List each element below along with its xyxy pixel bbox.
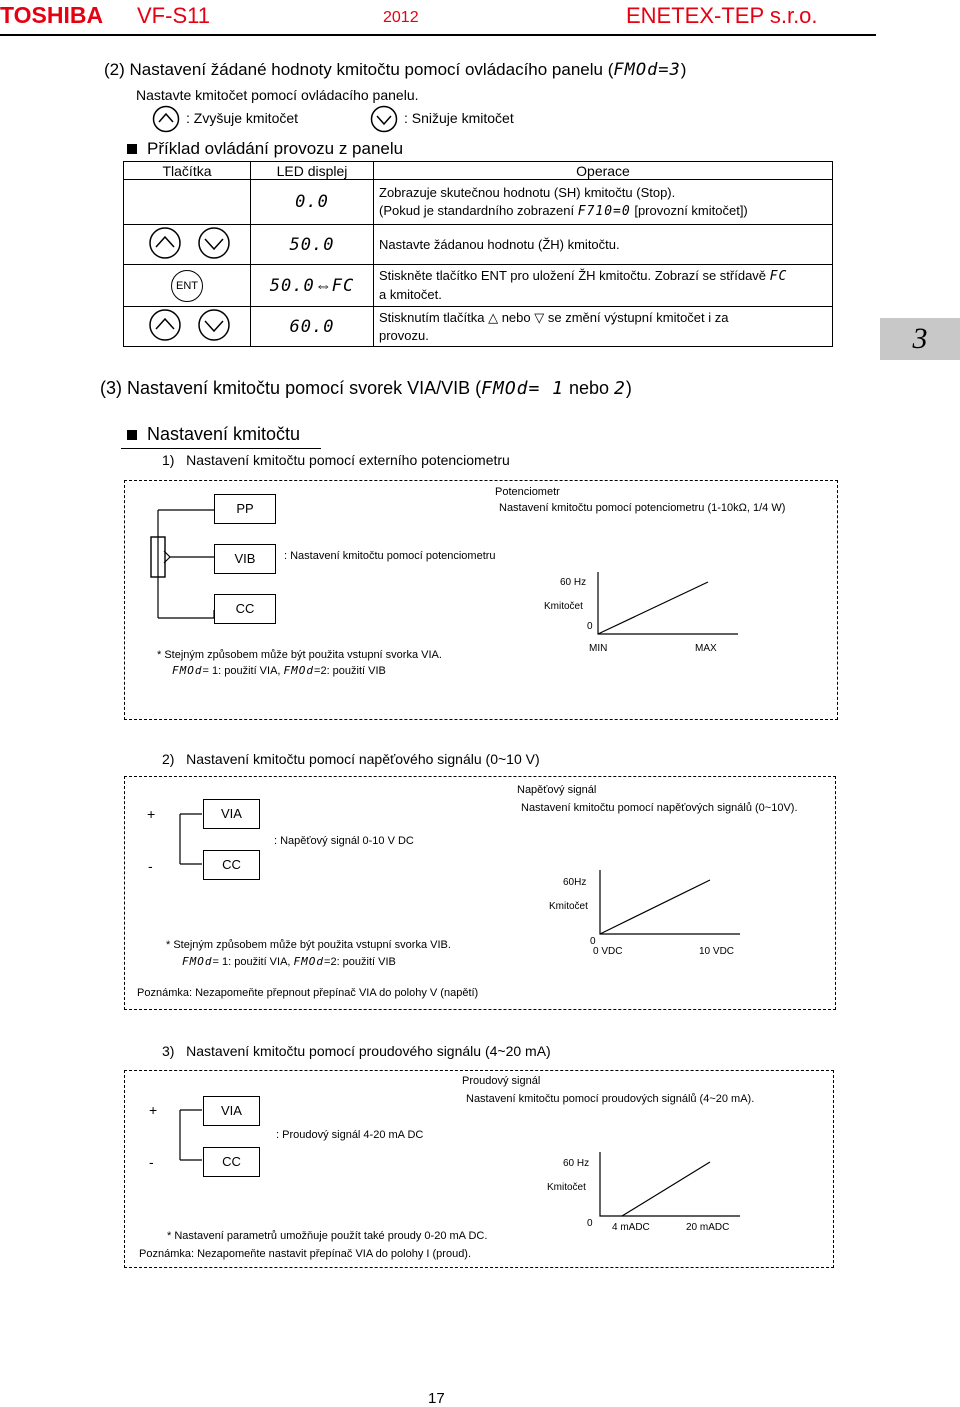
down-desc: : Snižuje kmitočet: [404, 110, 514, 126]
sub1-footnote2: FMOd= 1: použití VIA, FMOd=2: použití VIB: [172, 664, 386, 677]
sub2-wiring: [150, 800, 210, 880]
sub2-via-note: : Napěťový signál 0-10 V DC: [274, 835, 414, 847]
section2-intro: Nastavte kmitočet pomocí ovládacího panelu.: [136, 87, 419, 103]
col-header-operation: Operace: [374, 162, 833, 180]
chapter-tab: 3: [880, 318, 960, 360]
sub3-title: 3) Nastavení kmitočtu pomocí proudového signálu (4~20 mA): [162, 1043, 551, 1059]
graph-y-max-label: 60Hz: [563, 877, 587, 888]
alternate-arrow-icon: ⇔: [314, 275, 332, 295]
minus-sign: -: [149, 1154, 154, 1170]
col-header-led: LED displej: [251, 162, 374, 180]
graph-y-max-label: 60 Hz: [563, 1158, 590, 1169]
graph-y-axis-label: Kmitočet: [549, 901, 588, 912]
sub1-vib-note: : Nastavení kmitočtu pomocí potenciometru: [284, 550, 496, 562]
sub2-note-title: Napěťový signál: [517, 784, 597, 796]
table-row: ENT 50.0⇔FC Stiskněte tlačítko ENT pro uložení ŽH kmitočtu. Zobrazí se střídavě FC a kmitočet.: [124, 265, 833, 307]
sub2-graph: [592, 868, 742, 940]
terminal-via: VIA: [203, 799, 260, 829]
terminal-cc: CC: [214, 594, 276, 624]
graph-zero-label: 0: [590, 936, 596, 947]
up-button-icon: [152, 105, 180, 133]
terminal-cc: CC: [203, 850, 260, 880]
terminal-cc: CC: [203, 1147, 260, 1177]
sub3-remark: Poznámka: Nezapomeňte nastavit přepínač VIA do polohy I (proud).: [139, 1248, 472, 1260]
up-down-buttons-icon: [132, 226, 242, 260]
table-row: 50.0 Nastavte žádanou hodnotu (ŽH) kmitočtu.: [124, 225, 833, 265]
page-header: [0, 0, 960, 36]
sub3-note-body: Nastavení kmitočtu pomocí proudových signálů (4~20 mA).: [466, 1093, 755, 1105]
sub3-footnote1: * Nastavení parametrů umožňuje použít také proudy 0-20 mA DC.: [167, 1230, 488, 1242]
header-year: 2012: [383, 9, 419, 26]
triangle-down-icon: ▽: [534, 309, 545, 325]
graph-y-axis-label: Kmitočet: [547, 1182, 586, 1193]
sub2-footnote1: * Stejným způsobem může být použita vstupní svorka VIB.: [166, 939, 451, 951]
up-down-buttons-icon: [132, 308, 242, 342]
sub2-footnote2: FMOd= 1: použití VIA, FMOd=2: použití VIB: [182, 955, 396, 968]
graph-zero-label: 0: [587, 621, 593, 632]
company-name: ENETEX-TEP s.r.o.: [626, 3, 818, 28]
graph-x-max-label: MAX: [695, 643, 717, 654]
led-display: 50.0: [289, 234, 335, 255]
model-name: VF-S11: [137, 3, 210, 28]
brand-logo: TOSHIBA: [0, 2, 104, 28]
graph-y-axis-label: Kmitočet: [544, 601, 583, 612]
terminal-vib: VIB: [214, 544, 276, 574]
led-display: 50.0: [269, 275, 315, 296]
section3-heading: Nastavení kmitočtu: [127, 424, 300, 445]
header-divider: [0, 34, 876, 36]
graph-x-min-label: 4 mADC: [612, 1222, 650, 1233]
sub1-note-body: Nastavení kmitočtu pomocí potenciometru (1-10kΩ, 1/4 W): [499, 502, 786, 514]
terminal-via: VIA: [203, 1096, 260, 1126]
led-display: 60.0: [289, 316, 335, 337]
graph-x-min-label: MIN: [589, 643, 608, 654]
triangle-up-icon: △: [488, 309, 499, 325]
plus-sign: +: [149, 1102, 158, 1118]
sub1-graph: [590, 570, 740, 640]
page-number: 17: [428, 1390, 445, 1407]
sub3-graph: [592, 1150, 742, 1222]
minus-sign: -: [148, 858, 153, 874]
graph-x-min-label: 0 VDC: [593, 946, 623, 957]
terminal-pp: PP: [214, 494, 276, 524]
led-display: 0.0: [295, 192, 329, 212]
sub1-footnote1: * Stejným způsobem může být použita vstupní svorka VIA.: [157, 649, 442, 661]
seg-code: FMOd=3: [613, 60, 681, 80]
section3-title: (3) Nastavení kmitočtu pomocí svorek VIA/VIB (FMOd= 1 nebo 2): [100, 378, 632, 399]
example-heading: Příklad ovládání provozu z panelu: [127, 139, 403, 159]
ent-button-icon: ENT: [171, 270, 203, 302]
table-row: 60.0 Stisknutím tlačítka △ nebo ▽ se změní výstupní kmitočet i za provozu.: [124, 307, 833, 347]
sub2-note-body: Nastavení kmitočtu pomocí napěťových signálů (0~10V).: [521, 802, 798, 814]
graph-x-max-label: 20 mADC: [686, 1222, 730, 1233]
down-button-icon: [370, 105, 398, 133]
table-row: 0.0 Zobrazuje skutečnou hodnotu (SH) kmitočtu (Stop). (Pokud je standardního zobrazení F710=0 [provozní kmitočet]): [124, 180, 833, 225]
operation-table: [123, 161, 833, 347]
sub3-via-note: : Proudový signál 4-20 mA DC: [276, 1129, 424, 1141]
col-header-buttons: Tlačítka: [124, 162, 251, 180]
graph-zero-label: 0: [587, 1218, 593, 1229]
sub1-note-title: Potenciometr: [495, 486, 560, 498]
heading-underline: [121, 448, 321, 449]
section2-title: (2) Nastavení žádané hodnoty kmitočtu pomocí ovládacího panelu (FMOd=3): [104, 60, 687, 80]
bullet-square-icon: [127, 144, 137, 154]
graph-y-max-label: 60 Hz: [560, 577, 587, 588]
sub1-title: 1) Nastavení kmitočtu pomocí externího potenciometru: [162, 452, 510, 468]
bullet-square-icon: [127, 430, 137, 440]
graph-x-max-label: 10 VDC: [699, 946, 735, 957]
sub3-note-title: Proudový signál: [462, 1075, 541, 1087]
sub2-title: 2) Nastavení kmitočtu pomocí napěťového signálu (0~10 V): [162, 751, 540, 767]
sub2-remark: Poznámka: Nezapomeňte přepnout přepínač VIA do polohy V (napětí): [137, 987, 479, 999]
sub3-wiring: [150, 1096, 210, 1176]
up-desc: : Zvyšuje kmitočet: [186, 110, 299, 126]
plus-sign: +: [147, 806, 156, 822]
